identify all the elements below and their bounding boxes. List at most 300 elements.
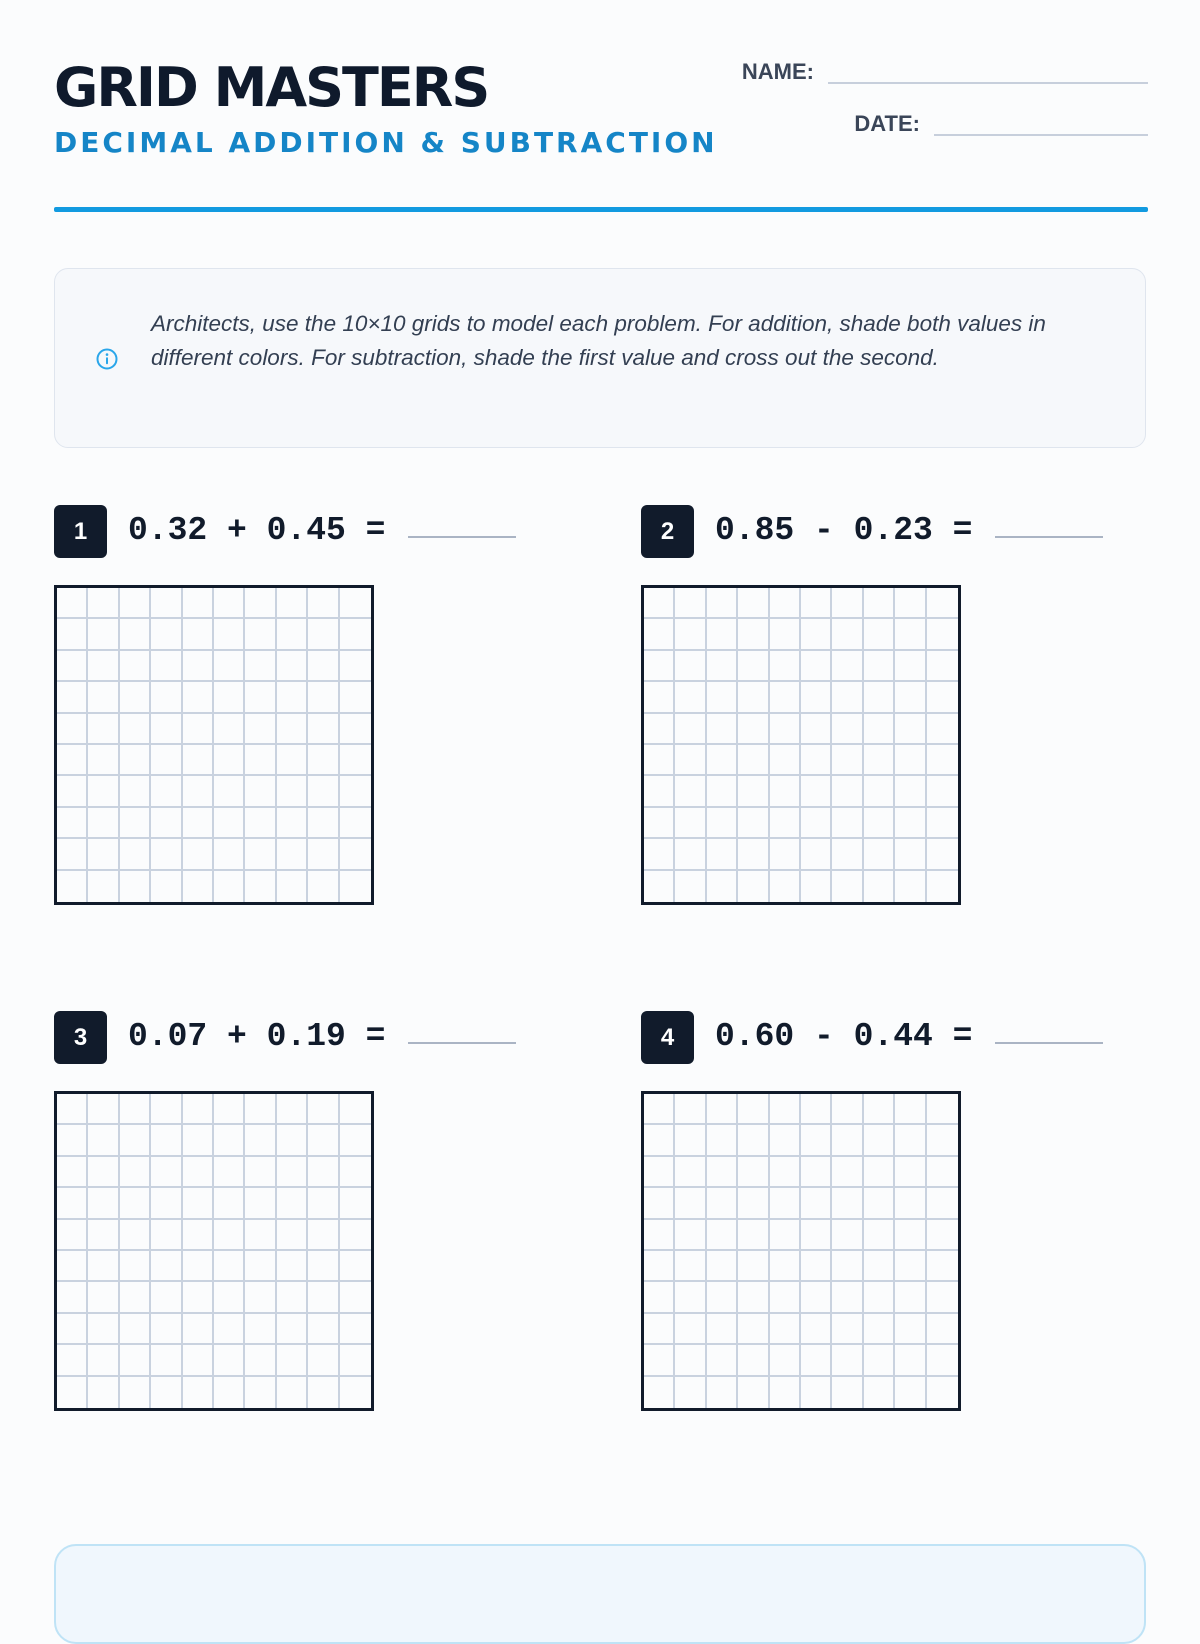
grid-cell[interactable] [801, 1157, 832, 1188]
grid-cell[interactable] [214, 682, 245, 713]
grid-cell[interactable] [277, 808, 308, 839]
grid-cell[interactable] [927, 745, 958, 776]
grid-cell[interactable] [214, 871, 245, 902]
grid-cell[interactable] [88, 1345, 119, 1376]
grid-cell[interactable] [927, 1220, 958, 1251]
grid-cell[interactable] [88, 1282, 119, 1313]
grid-cell[interactable] [183, 1094, 214, 1125]
grid-cell[interactable] [277, 1282, 308, 1313]
grid-cell[interactable] [214, 651, 245, 682]
grid-cell[interactable] [340, 1377, 371, 1408]
grid-cell[interactable] [738, 1314, 769, 1345]
grid-cell[interactable] [57, 619, 88, 650]
grid-cell[interactable] [245, 839, 276, 870]
grid-cell[interactable] [675, 682, 706, 713]
grid-cell[interactable] [832, 776, 863, 807]
grid-cell[interactable] [183, 1220, 214, 1251]
grid-cell[interactable] [927, 619, 958, 650]
grid-cell[interactable] [738, 1125, 769, 1156]
grid-cell[interactable] [340, 1188, 371, 1219]
grid-cell[interactable] [57, 1094, 88, 1125]
grid-cell[interactable] [214, 714, 245, 745]
grid-cell[interactable] [57, 745, 88, 776]
grid-cell[interactable] [801, 871, 832, 902]
grid-cell[interactable] [707, 619, 738, 650]
grid-cell[interactable] [707, 1314, 738, 1345]
grid-cell[interactable] [340, 1220, 371, 1251]
grid-cell[interactable] [770, 1094, 801, 1125]
grid-cell[interactable] [340, 682, 371, 713]
grid-cell[interactable] [770, 1220, 801, 1251]
grid-cell[interactable] [895, 1282, 926, 1313]
grid-cell[interactable] [770, 745, 801, 776]
grid-cell[interactable] [245, 619, 276, 650]
grid-cell[interactable] [183, 1282, 214, 1313]
grid-cell[interactable] [675, 1157, 706, 1188]
grid-cell[interactable] [151, 588, 182, 619]
grid-cell[interactable] [151, 1314, 182, 1345]
grid-cell[interactable] [308, 1345, 339, 1376]
grid-cell[interactable] [308, 651, 339, 682]
grid-cell[interactable] [88, 1157, 119, 1188]
grid-cell[interactable] [214, 1220, 245, 1251]
grid-cell[interactable] [864, 1094, 895, 1125]
grid-cell[interactable] [183, 714, 214, 745]
grid-cell[interactable] [738, 808, 769, 839]
grid-cell[interactable] [340, 1157, 371, 1188]
grid-cell[interactable] [214, 839, 245, 870]
grid-cell[interactable] [770, 651, 801, 682]
grid-cell[interactable] [644, 1157, 675, 1188]
grid-cell[interactable] [151, 682, 182, 713]
grid-cell[interactable] [340, 714, 371, 745]
grid-cell[interactable] [707, 808, 738, 839]
grid-cell[interactable] [57, 1377, 88, 1408]
grid-cell[interactable] [57, 714, 88, 745]
grid-cell[interactable] [864, 776, 895, 807]
grid-cell[interactable] [340, 1345, 371, 1376]
grid-cell[interactable] [120, 1345, 151, 1376]
grid-cell[interactable] [340, 776, 371, 807]
grid-cell[interactable] [675, 1125, 706, 1156]
grid-cell[interactable] [864, 1220, 895, 1251]
grid-cell[interactable] [644, 871, 675, 902]
grid-cell[interactable] [277, 871, 308, 902]
grid-cell[interactable] [832, 1094, 863, 1125]
grid-cell[interactable] [57, 651, 88, 682]
grid-cell[interactable] [927, 1157, 958, 1188]
grid-cell[interactable] [245, 1188, 276, 1219]
grid-cell[interactable] [214, 1157, 245, 1188]
grid-cell[interactable] [277, 651, 308, 682]
grid-cell[interactable] [183, 1251, 214, 1282]
grid-cell[interactable] [864, 588, 895, 619]
grid-cell[interactable] [864, 1157, 895, 1188]
grid-cell[interactable] [864, 619, 895, 650]
grid-cell[interactable] [151, 1345, 182, 1376]
grid-cell[interactable] [308, 714, 339, 745]
grid-cell[interactable] [770, 714, 801, 745]
grid-cell[interactable] [770, 1251, 801, 1282]
grid-cell[interactable] [308, 871, 339, 902]
grid-cell[interactable] [644, 1345, 675, 1376]
grid-cell[interactable] [120, 1220, 151, 1251]
grid-cell[interactable] [895, 776, 926, 807]
grid-cell[interactable] [707, 651, 738, 682]
grid-cell[interactable] [57, 808, 88, 839]
grid-cell[interactable] [801, 1377, 832, 1408]
grid-cell[interactable] [738, 1188, 769, 1219]
grid-cell[interactable] [308, 776, 339, 807]
grid-cell[interactable] [308, 1314, 339, 1345]
grid-cell[interactable] [214, 1282, 245, 1313]
grid-cell[interactable] [340, 1094, 371, 1125]
grid-cell[interactable] [927, 1282, 958, 1313]
grid-cell[interactable] [927, 1094, 958, 1125]
grid-cell[interactable] [88, 682, 119, 713]
grid-cell[interactable] [770, 1314, 801, 1345]
grid-cell[interactable] [245, 1282, 276, 1313]
grid-cell[interactable] [340, 745, 371, 776]
grid-cell[interactable] [927, 1125, 958, 1156]
grid-cell[interactable] [864, 1345, 895, 1376]
grid-cell[interactable] [120, 776, 151, 807]
grid-cell[interactable] [214, 1314, 245, 1345]
grid-cell[interactable] [57, 1157, 88, 1188]
grid-cell[interactable] [245, 651, 276, 682]
grid-cell[interactable] [707, 1377, 738, 1408]
grid-cell[interactable] [151, 745, 182, 776]
grid-cell[interactable] [832, 745, 863, 776]
grid-cell[interactable] [895, 682, 926, 713]
grid-cell[interactable] [277, 839, 308, 870]
grid-cell[interactable] [245, 1314, 276, 1345]
grid-cell[interactable] [675, 871, 706, 902]
grid-cell[interactable] [675, 651, 706, 682]
grid-cell[interactable] [245, 1125, 276, 1156]
grid-cell[interactable] [88, 839, 119, 870]
grid-cell[interactable] [864, 1314, 895, 1345]
grid-cell[interactable] [151, 871, 182, 902]
grid-cell[interactable] [644, 682, 675, 713]
grid-cell[interactable] [245, 776, 276, 807]
grid-cell[interactable] [57, 682, 88, 713]
date-input-line[interactable] [934, 134, 1148, 136]
grid-cell[interactable] [277, 588, 308, 619]
grid-cell[interactable] [644, 1125, 675, 1156]
grid-cell[interactable] [151, 1188, 182, 1219]
grid-cell[interactable] [707, 1220, 738, 1251]
grid-cell[interactable] [183, 651, 214, 682]
grid-cell[interactable] [340, 1314, 371, 1345]
grid-cell[interactable] [738, 1157, 769, 1188]
grid-cell[interactable] [738, 839, 769, 870]
grid-cell[interactable] [864, 1125, 895, 1156]
grid-cell[interactable] [770, 1188, 801, 1219]
grid-cell[interactable] [675, 1314, 706, 1345]
grid-cell[interactable] [308, 745, 339, 776]
grid-cell[interactable] [738, 714, 769, 745]
grid-cell[interactable] [120, 651, 151, 682]
grid-cell[interactable] [801, 1220, 832, 1251]
grid-cell[interactable] [57, 1314, 88, 1345]
grid-cell[interactable] [770, 682, 801, 713]
grid-cell[interactable] [151, 1251, 182, 1282]
grid-cell[interactable] [801, 619, 832, 650]
grid-cell[interactable] [88, 745, 119, 776]
grid-cell[interactable] [675, 839, 706, 870]
grid-cell[interactable] [927, 1188, 958, 1219]
grid-cell[interactable] [277, 1220, 308, 1251]
grid-cell[interactable] [895, 1251, 926, 1282]
grid-cell[interactable] [120, 619, 151, 650]
grid-cell[interactable] [738, 776, 769, 807]
grid-cell[interactable] [864, 651, 895, 682]
grid-cell[interactable] [120, 682, 151, 713]
grid-cell[interactable] [245, 1377, 276, 1408]
grid-cell[interactable] [120, 745, 151, 776]
grid-cell[interactable] [801, 1345, 832, 1376]
grid-cell[interactable] [183, 1345, 214, 1376]
grid-cell[interactable] [644, 714, 675, 745]
grid-cell[interactable] [738, 651, 769, 682]
grid-cell[interactable] [183, 1314, 214, 1345]
grid-cell[interactable] [308, 1094, 339, 1125]
grid-cell[interactable] [895, 745, 926, 776]
grid-cell[interactable] [895, 588, 926, 619]
grid-cell[interactable] [183, 776, 214, 807]
grid-cell[interactable] [675, 588, 706, 619]
grid-cell[interactable] [927, 682, 958, 713]
grid-cell[interactable] [675, 776, 706, 807]
grid-cell[interactable] [120, 1094, 151, 1125]
grid-cell[interactable] [707, 682, 738, 713]
grid-cell[interactable] [832, 1282, 863, 1313]
grid-cell[interactable] [151, 1094, 182, 1125]
grid-cell[interactable] [801, 1188, 832, 1219]
grid-cell[interactable] [864, 839, 895, 870]
grid-cell[interactable] [120, 1157, 151, 1188]
grid-cell[interactable] [308, 1125, 339, 1156]
grid-cell[interactable] [340, 651, 371, 682]
grid-cell[interactable] [214, 808, 245, 839]
grid-cell[interactable] [832, 714, 863, 745]
grid-cell[interactable] [340, 1251, 371, 1282]
grid-cell[interactable] [277, 1188, 308, 1219]
answer-blank[interactable] [995, 536, 1103, 538]
grid-cell[interactable] [183, 1377, 214, 1408]
grid-cell[interactable] [245, 714, 276, 745]
grid-cell[interactable] [183, 1157, 214, 1188]
grid-cell[interactable] [832, 651, 863, 682]
grid-cell[interactable] [770, 1125, 801, 1156]
hundred-grid[interactable] [54, 1091, 374, 1411]
grid-cell[interactable] [644, 1377, 675, 1408]
grid-cell[interactable] [770, 1282, 801, 1313]
grid-cell[interactable] [801, 839, 832, 870]
grid-cell[interactable] [832, 1188, 863, 1219]
grid-cell[interactable] [707, 1125, 738, 1156]
grid-cell[interactable] [120, 1314, 151, 1345]
grid-cell[interactable] [644, 776, 675, 807]
grid-cell[interactable] [738, 1282, 769, 1313]
grid-cell[interactable] [57, 1188, 88, 1219]
grid-cell[interactable] [245, 1157, 276, 1188]
grid-cell[interactable] [738, 871, 769, 902]
grid-cell[interactable] [308, 1220, 339, 1251]
grid-cell[interactable] [277, 1094, 308, 1125]
hundred-grid[interactable] [54, 585, 374, 905]
grid-cell[interactable] [895, 1094, 926, 1125]
grid-cell[interactable] [927, 588, 958, 619]
grid-cell[interactable] [927, 651, 958, 682]
grid-cell[interactable] [214, 1125, 245, 1156]
name-input-line[interactable] [828, 82, 1148, 84]
grid-cell[interactable] [214, 588, 245, 619]
grid-cell[interactable] [738, 619, 769, 650]
grid-cell[interactable] [770, 839, 801, 870]
grid-cell[interactable] [308, 682, 339, 713]
date-field[interactable] [854, 110, 1148, 138]
grid-cell[interactable] [675, 1251, 706, 1282]
grid-cell[interactable] [770, 871, 801, 902]
answer-blank[interactable] [408, 1042, 516, 1044]
grid-cell[interactable] [183, 588, 214, 619]
grid-cell[interactable] [707, 1345, 738, 1376]
grid-cell[interactable] [895, 808, 926, 839]
grid-cell[interactable] [151, 1377, 182, 1408]
grid-cell[interactable] [675, 1220, 706, 1251]
grid-cell[interactable] [770, 776, 801, 807]
grid-cell[interactable] [120, 714, 151, 745]
grid-cell[interactable] [864, 1188, 895, 1219]
grid-cell[interactable] [864, 871, 895, 902]
grid-cell[interactable] [308, 1251, 339, 1282]
grid-cell[interactable] [675, 745, 706, 776]
grid-cell[interactable] [864, 682, 895, 713]
grid-cell[interactable] [738, 745, 769, 776]
hundred-grid[interactable] [641, 1091, 961, 1411]
grid-cell[interactable] [183, 839, 214, 870]
grid-cell[interactable] [151, 808, 182, 839]
grid-cell[interactable] [832, 682, 863, 713]
grid-cell[interactable] [214, 619, 245, 650]
grid-cell[interactable] [770, 619, 801, 650]
grid-cell[interactable] [120, 1251, 151, 1282]
grid-cell[interactable] [864, 714, 895, 745]
grid-cell[interactable] [895, 714, 926, 745]
grid-cell[interactable] [832, 588, 863, 619]
grid-cell[interactable] [183, 745, 214, 776]
grid-cell[interactable] [151, 1125, 182, 1156]
grid-cell[interactable] [864, 1251, 895, 1282]
grid-cell[interactable] [57, 1251, 88, 1282]
grid-cell[interactable] [832, 1345, 863, 1376]
grid-cell[interactable] [183, 682, 214, 713]
grid-cell[interactable] [770, 588, 801, 619]
grid-cell[interactable] [864, 808, 895, 839]
grid-cell[interactable] [927, 808, 958, 839]
grid-cell[interactable] [644, 1314, 675, 1345]
grid-cell[interactable] [895, 839, 926, 870]
grid-cell[interactable] [738, 1251, 769, 1282]
grid-cell[interactable] [151, 839, 182, 870]
grid-cell[interactable] [151, 1282, 182, 1313]
grid-cell[interactable] [801, 588, 832, 619]
grid-cell[interactable] [707, 871, 738, 902]
grid-cell[interactable] [707, 1251, 738, 1282]
grid-cell[interactable] [308, 1282, 339, 1313]
grid-cell[interactable] [707, 1157, 738, 1188]
grid-cell[interactable] [245, 745, 276, 776]
grid-cell[interactable] [770, 808, 801, 839]
grid-cell[interactable] [801, 808, 832, 839]
grid-cell[interactable] [151, 1220, 182, 1251]
grid-cell[interactable] [183, 871, 214, 902]
grid-cell[interactable] [308, 808, 339, 839]
grid-cell[interactable] [57, 1282, 88, 1313]
grid-cell[interactable] [832, 619, 863, 650]
grid-cell[interactable] [88, 1094, 119, 1125]
grid-cell[interactable] [340, 1125, 371, 1156]
grid-cell[interactable] [214, 1345, 245, 1376]
grid-cell[interactable] [832, 1220, 863, 1251]
grid-cell[interactable] [120, 1282, 151, 1313]
grid-cell[interactable] [895, 1345, 926, 1376]
grid-cell[interactable] [864, 1282, 895, 1313]
grid-cell[interactable] [214, 1251, 245, 1282]
grid-cell[interactable] [644, 1251, 675, 1282]
grid-cell[interactable] [644, 745, 675, 776]
grid-cell[interactable] [801, 1314, 832, 1345]
grid-cell[interactable] [214, 1188, 245, 1219]
grid-cell[interactable] [707, 745, 738, 776]
grid-cell[interactable] [183, 808, 214, 839]
grid-cell[interactable] [770, 1345, 801, 1376]
grid-cell[interactable] [120, 1188, 151, 1219]
name-field[interactable] [742, 58, 1148, 86]
grid-cell[interactable] [88, 619, 119, 650]
grid-cell[interactable] [644, 1220, 675, 1251]
grid-cell[interactable] [183, 1188, 214, 1219]
grid-cell[interactable] [801, 1282, 832, 1313]
grid-cell[interactable] [738, 1094, 769, 1125]
grid-cell[interactable] [308, 1188, 339, 1219]
grid-cell[interactable] [88, 808, 119, 839]
grid-cell[interactable] [738, 682, 769, 713]
grid-cell[interactable] [864, 745, 895, 776]
grid-cell[interactable] [245, 871, 276, 902]
grid-cell[interactable] [277, 1377, 308, 1408]
grid-cell[interactable] [340, 588, 371, 619]
grid-cell[interactable] [340, 808, 371, 839]
grid-cell[interactable] [214, 776, 245, 807]
grid-cell[interactable] [88, 1314, 119, 1345]
grid-cell[interactable] [707, 839, 738, 870]
grid-cell[interactable] [738, 1220, 769, 1251]
grid-cell[interactable] [801, 1251, 832, 1282]
grid-cell[interactable] [120, 839, 151, 870]
grid-cell[interactable] [340, 1282, 371, 1313]
grid-cell[interactable] [340, 619, 371, 650]
grid-cell[interactable] [120, 1125, 151, 1156]
grid-cell[interactable] [88, 1220, 119, 1251]
grid-cell[interactable] [277, 1314, 308, 1345]
grid-cell[interactable] [895, 1188, 926, 1219]
grid-cell[interactable] [927, 714, 958, 745]
grid-cell[interactable] [675, 714, 706, 745]
grid-cell[interactable] [675, 1094, 706, 1125]
